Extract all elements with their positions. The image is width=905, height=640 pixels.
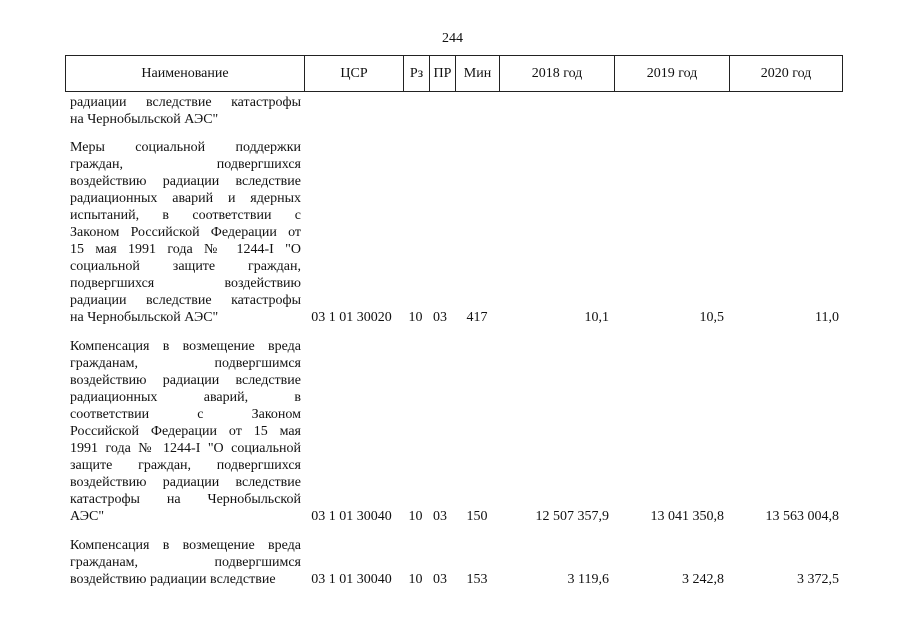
cell-2020: 13 563 004,8 [765, 509, 839, 524]
row-name-line: радиационных аварий и ядерных [70, 191, 301, 206]
cell-pr: 03 [433, 572, 447, 587]
cell-rz: 10 [408, 572, 423, 587]
cell-2019: 13 041 350,8 [650, 509, 724, 524]
cell-2018: 3 119,6 [567, 572, 609, 587]
cell-2018: 10,1 [584, 310, 609, 325]
row-name-line: радиационных аварий, в [70, 390, 301, 405]
header-2020: 2020 год [760, 66, 812, 81]
row-name-line: защите граждан, подвергшихся [70, 458, 301, 473]
cell-rz: 10 [408, 310, 423, 325]
header-2019: 2019 год [615, 56, 730, 91]
row-name-line: подвергшихся воздействию [70, 276, 301, 291]
row-name-line: Компенсация в возмещение вреда [70, 339, 301, 354]
cell-min: 150 [466, 509, 488, 524]
row-name-line: радиации вследствие катастрофы [70, 293, 301, 308]
row-name-line: соответствии с Законом [70, 407, 301, 422]
row-name-line: граждан, подвергшихся [70, 157, 301, 172]
row-name-line: воздействию радиации вследствие [70, 475, 301, 490]
page-number: 244 [442, 31, 463, 46]
header-rz: Рз [404, 56, 430, 91]
budget-table [65, 55, 843, 587]
cell-pr: 03 [433, 310, 447, 325]
cell-min: 417 [466, 310, 488, 325]
cell-2019: 3 242,8 [682, 572, 724, 587]
row-name-line: Меры социальной поддержки [70, 140, 301, 155]
header-2018: 2018 год [500, 56, 615, 91]
row-name-line: 1991 года № 1244-I "О социальной [70, 441, 301, 456]
row-name [70, 139, 301, 326]
row-name-line: Законом Российской Федерации от [70, 225, 301, 240]
table-header [65, 55, 843, 92]
row-name-line: на Чернобыльской АЭС" [70, 310, 219, 325]
row-name-line: АЭС" [70, 509, 105, 524]
cell-2020: 3 372,5 [797, 572, 839, 587]
header-min: Мин [456, 56, 500, 91]
cell-2018: 12 507 357,9 [535, 509, 609, 524]
row-name-line: гражданам, подвергшимся [70, 555, 301, 570]
row-name [70, 338, 301, 525]
header-name: Наименование [66, 56, 305, 91]
row-name-line: катастрофы на Чернобыльской [70, 492, 301, 507]
row-name [70, 94, 301, 128]
row-name-line: гражданам, подвергшимся [70, 356, 301, 371]
row-name [70, 537, 301, 588]
cell-rz: 10 [408, 509, 423, 524]
header-csr: ЦСР [305, 56, 404, 91]
row-name-line: испытаний, в соответствии с [70, 208, 301, 223]
row-name-line: социальной защите граждан, [70, 259, 301, 274]
row-name-line: воздействию радиации вследствие [70, 174, 301, 189]
cell-min: 153 [466, 572, 488, 587]
cell-pr: 03 [433, 509, 447, 524]
row-name-line: радиации вследствие катастрофы [70, 95, 301, 110]
row-name-line: 15 мая 1991 года № 1244-I "О [70, 242, 301, 257]
cell-csr: 03 1 01 30040 [311, 572, 392, 587]
row-name-line: воздействию радиации вследствие [70, 572, 276, 587]
cell-csr: 03 1 01 30040 [311, 509, 392, 524]
row-name-line: на Чернобыльской АЭС" [70, 112, 219, 127]
row-name-line: воздействию радиации вследствие [70, 373, 301, 388]
cell-csr: 03 1 01 30020 [311, 310, 392, 325]
cell-2019: 10,5 [699, 310, 724, 325]
header-pr: ПР [430, 56, 456, 91]
row-name-line: Российской Федерации от 15 мая [70, 424, 301, 439]
cell-2020: 11,0 [815, 310, 839, 325]
row-name-line: Компенсация в возмещение вреда [70, 538, 301, 553]
